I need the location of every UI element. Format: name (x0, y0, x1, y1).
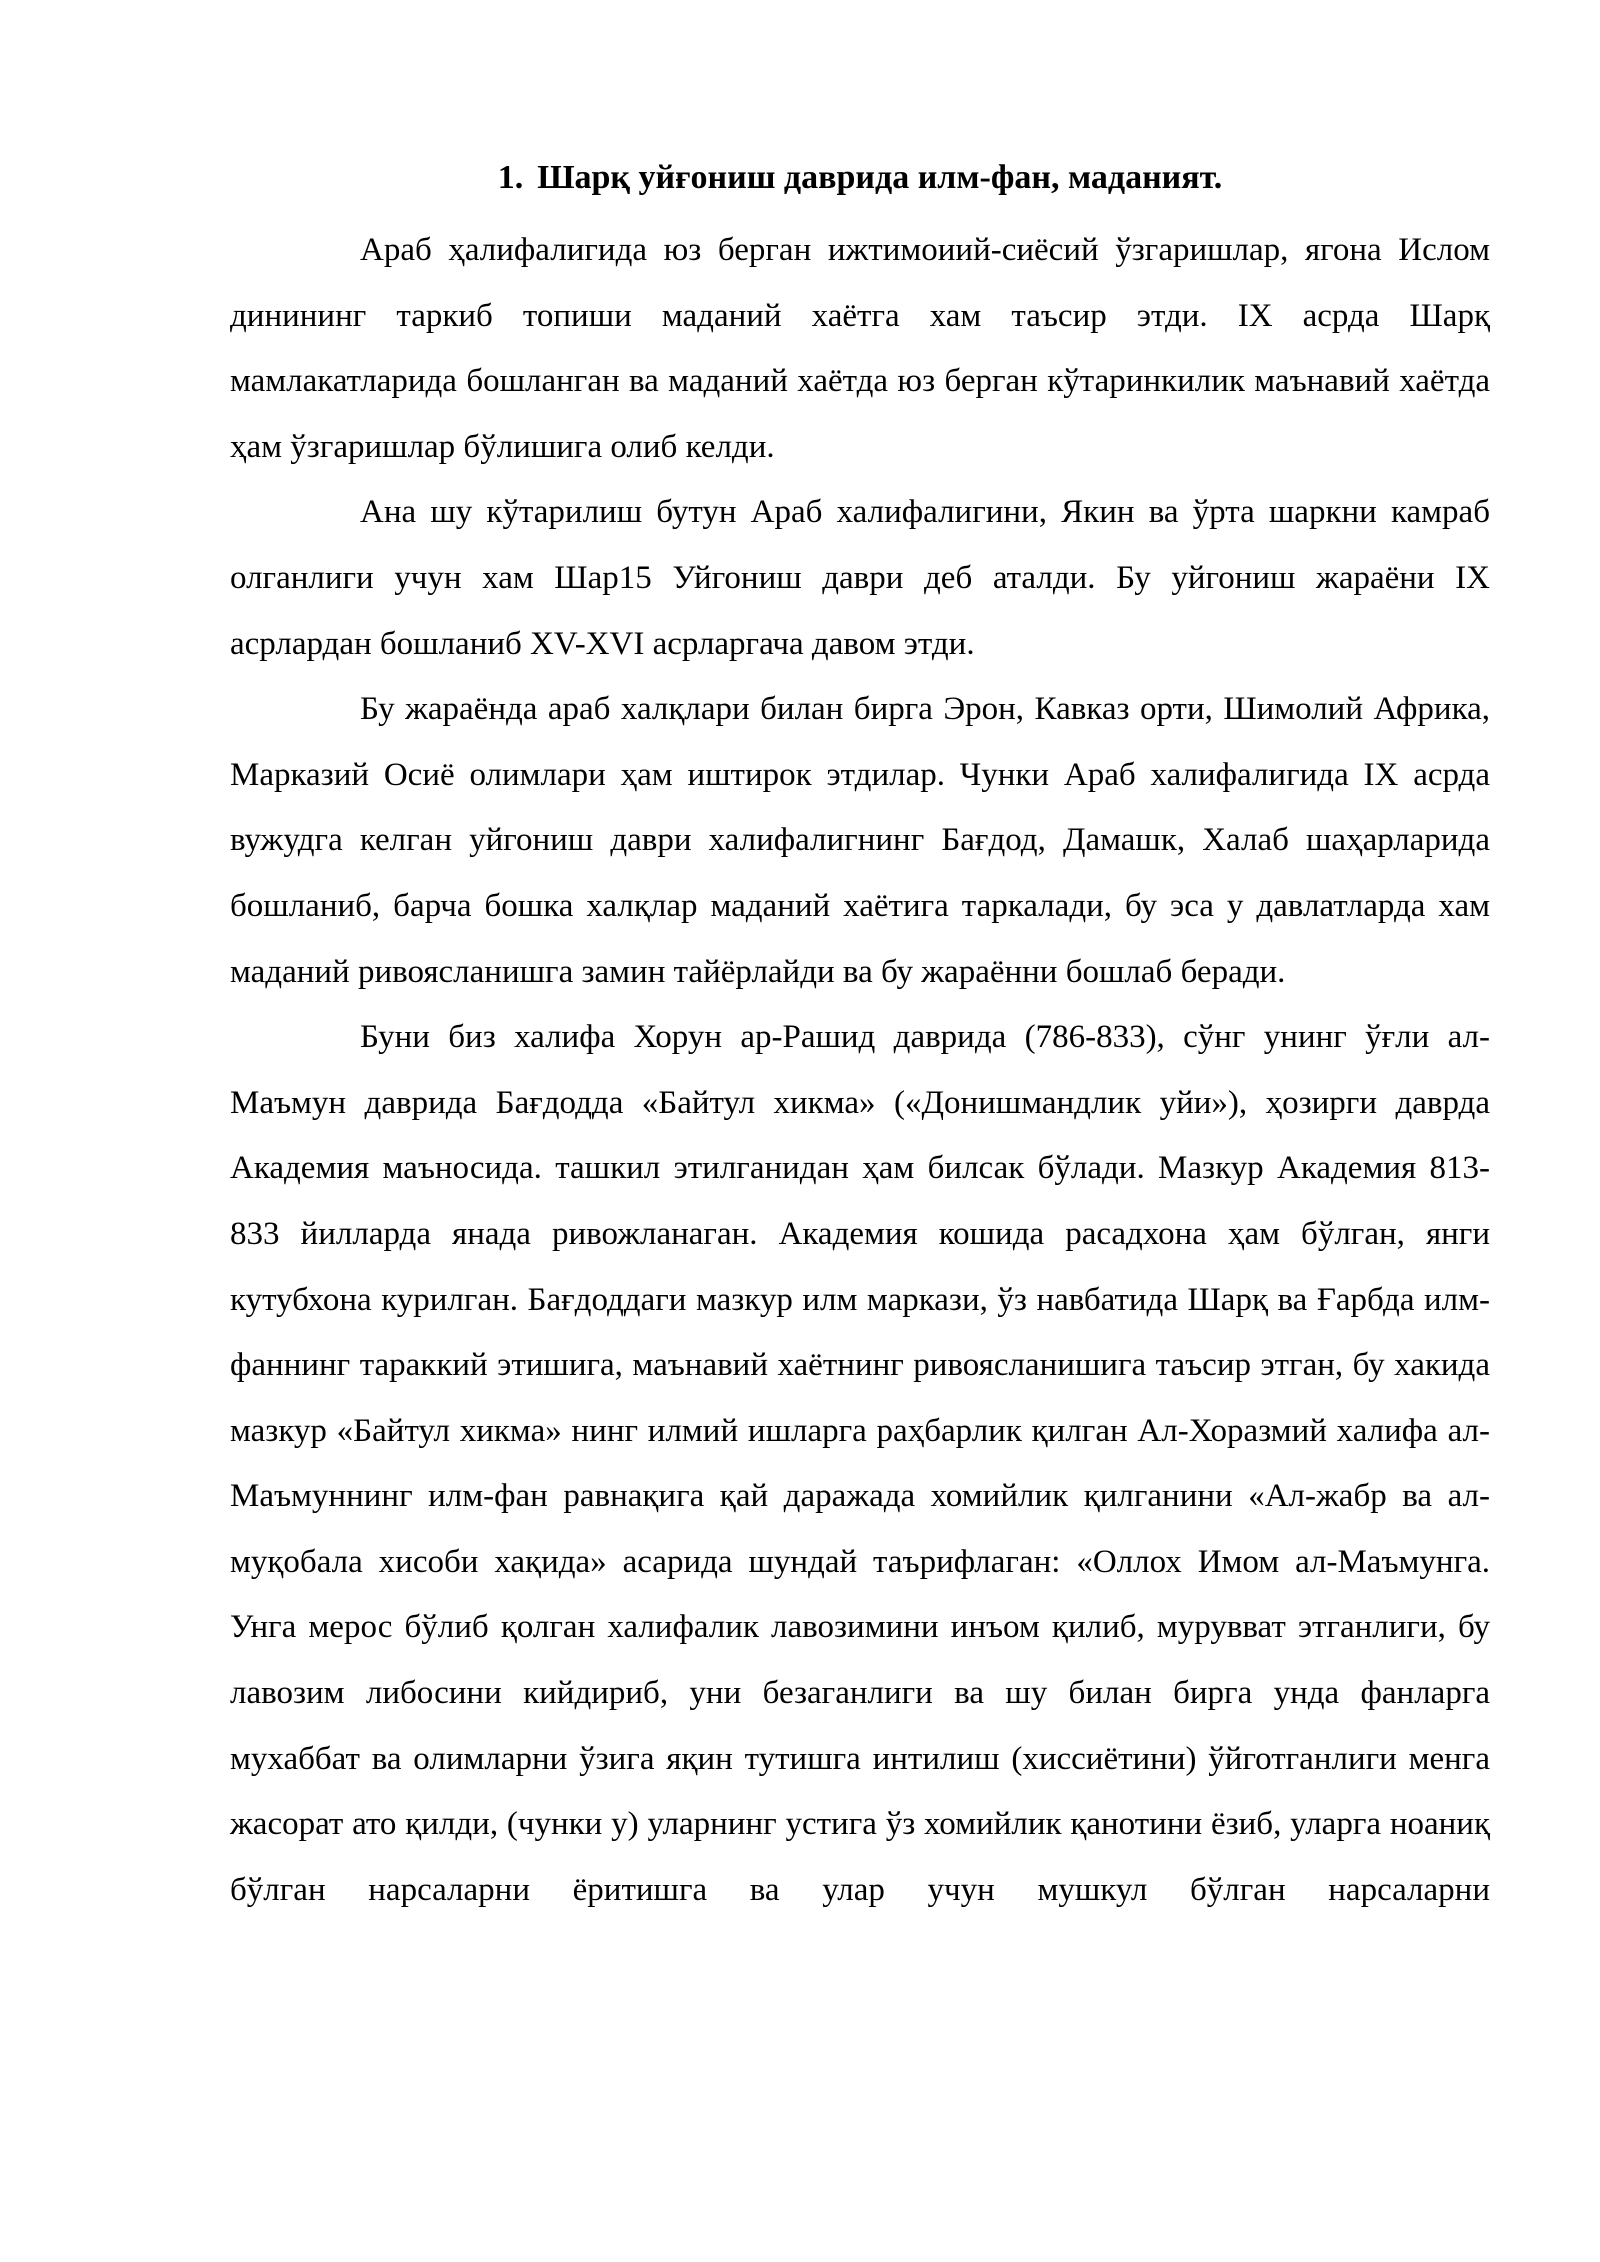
paragraph: Бу жараёнда араб халқлари билан бирга Эрон, Кавказ орти, Шимолий Африка, Марказий Осиё олимлари ҳам иштирок этдилар. Чунки Араб халифалигида IX асрда вужудга келган уйгониш даври халифалигнинг Бағдод, Дамашк, Халаб шаҳарларида бошланиб, барча бошка халқлар маданий хаётига таркалади, бу эса у давлатларда хам маданий ривоясланишга замин тайёрлайди ва бу жараённи бошлаб беради. (230, 691, 1490, 990)
section-number: 1. (497, 159, 524, 196)
paragraph: Ана шу кўтарилиш бутун Араб халифалигини, Якин ва ўрта шаркни камраб олганлиги учун хам Шар15 Уйгониш даври деб аталди. Бу уйгониш жараёни IX асрлардан бошланиб XV-XVI асрларгача давом этди. (230, 494, 1490, 662)
section-heading (230, 150, 1490, 206)
paragraph: Буни биз халифа Хорун ар-Рашид даврида (786-833), сўнг унинг ўғли ал-Маъмун даврида Бағдодда «Байтул хикма» («Донишмандлик уйи»), ҳозирги даврда Академия маъносида. ташкил этилганидан ҳам билсак бўлади. Мазкур Академия 813-833 йилларда янада ривожланаган. Академия кошида расадхона ҳам бўлган, янги кутубхона курилган. Бағдоддаги мазкур илм маркази, ўз навбатида Шарқ ва Ғарбда илм-фаннинг тараккий этишига, маънавий хаётнинг ривоясланишига таъсир этган, бу хакида мазкур «Байтул хикма» нинг илмий ишларга раҳбарлик қилган Ал-Хоразмий халифа ал-Маъмуннинг илм-фан равнақига қай даражада хомийлик қилганини «Ал-жабр ва ал-муқобала хисоби хақида» асарида шундай таърифлаган: «Оллох Имом ал-Маъмунга. Унга мерос бўлиб қолган халифалик лавозимини инъом қилиб, мурувват этганлиги, бу лавозим либосини кийдириб, уни безаганлиги ва шу билан бирга унда фанларга мухаббат ва олимларни ўзига яқин тутишга интилиш (хиссиётини) ўйготганлиги менга жасорат ато қилди, (чунки у) уларнинг устига ўз хомийлик қанотини ёзиб, уларга ноаниқ бўлган нарсаларни ёритишга ва улар учун мушкул бўлган нарсаларни (230, 1019, 1490, 1908)
paragraph: Араб ҳалифалигида юз берган ижтимоиий-сиёсий ўзгаришлар, ягона Ислом динининг таркиб топиши маданий хаётга хам таъсир этди. IX асрда Шарқ мамлакатларида бошланган ва маданий хаётда юз берган кўтаринкилик маънавий хаётда ҳам ўзгаришлар бўлишига олиб келди. (230, 232, 1490, 465)
section-title: Шарқ уйғониш даврида илм-фан, маданият. (537, 159, 1223, 196)
document-body (230, 218, 1490, 1923)
